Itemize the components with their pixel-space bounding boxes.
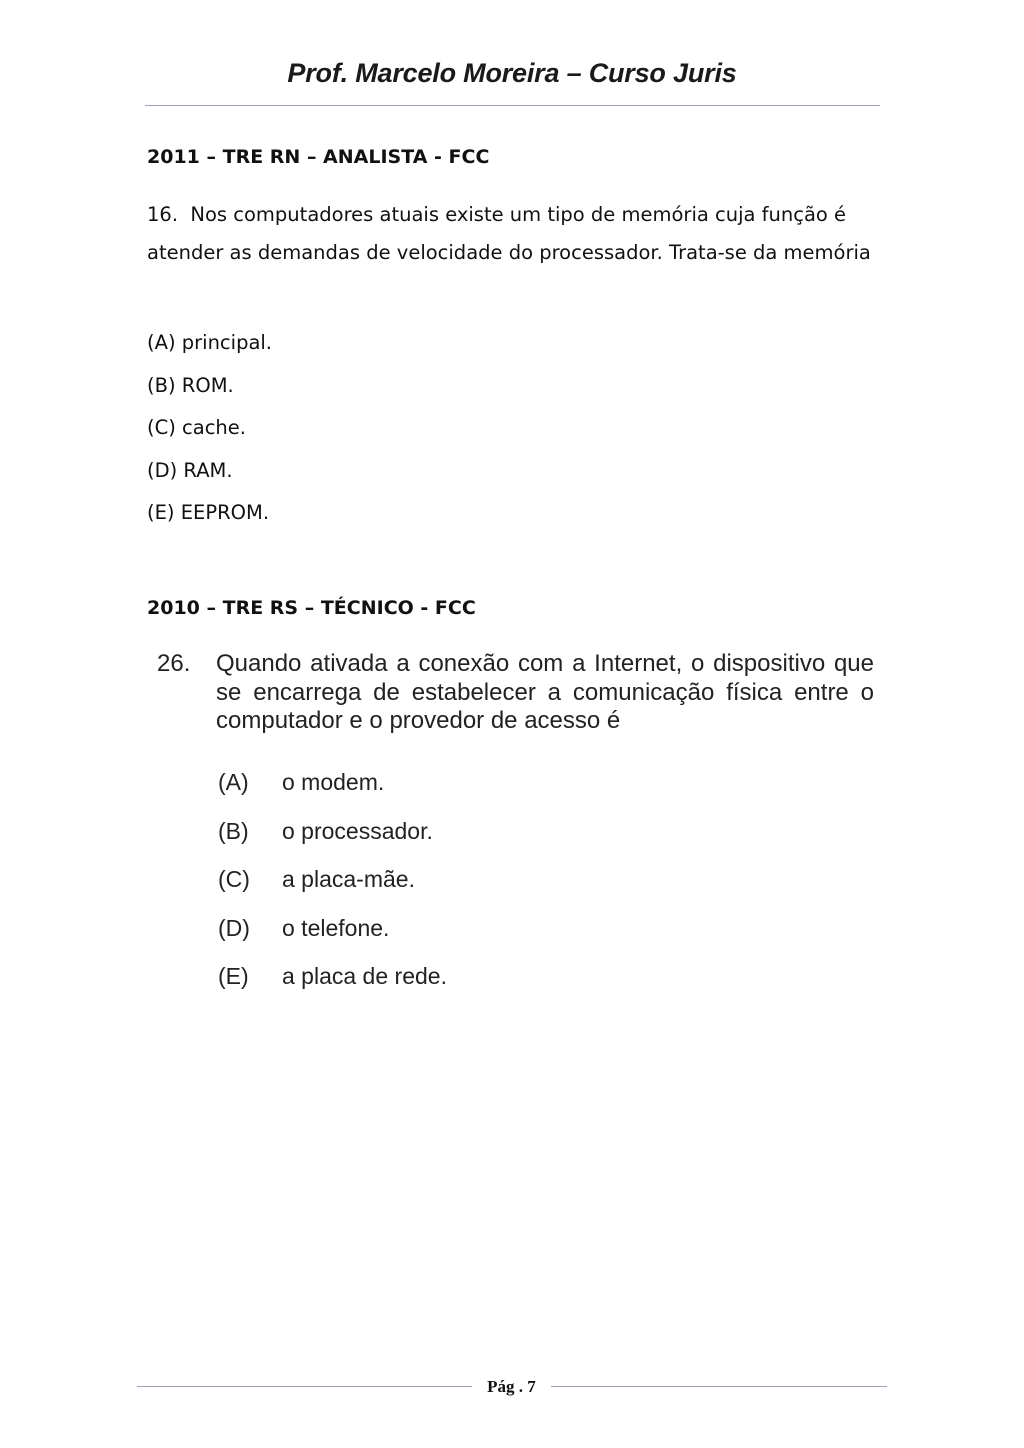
option-text: a placa-mãe. <box>282 866 415 892</box>
question-26-options <box>218 765 447 1008</box>
question-16-options <box>147 327 272 540</box>
option-letter: (C) <box>218 866 250 892</box>
section-2-heading: 2010 – TRE RS – TÉCNICO - FCC <box>147 597 476 619</box>
question-16-text: 16. Nos computadores atuais existe um tipo de memória cuja função é atender as demandas de velocidade do processador. Trata-se da memória <box>147 203 871 264</box>
page-header-title: Prof. Marcelo Moreira – Curso Juris <box>287 58 737 88</box>
section-1-heading: 2011 – TRE RN – ANALISTA - FCC <box>147 146 490 168</box>
footer-divider-right <box>551 1386 887 1387</box>
question-26-option-d <box>218 911 447 960</box>
option-text: o processador. <box>282 817 433 844</box>
question-16-option-c: (C) cache. <box>147 416 246 439</box>
option-text: a placa de rede. <box>282 963 447 989</box>
question-26-option-c <box>218 862 447 911</box>
question-26-option-b <box>218 814 447 863</box>
question-26-number: 26. <box>157 650 191 677</box>
option-letter: (A) <box>218 769 249 795</box>
footer-divider-left <box>137 1386 472 1387</box>
option-text: o telefone. <box>282 914 390 941</box>
question-16-option-a: (A) principal. <box>147 331 273 354</box>
page-number: Pág . 7 <box>487 1377 536 1396</box>
question-26-option-e <box>218 959 447 1008</box>
option-letter: (E) <box>218 963 249 989</box>
question-16-option-d: (D) RAM. <box>147 458 233 482</box>
question-16-option-b: (B) ROM. <box>147 373 234 397</box>
option-text: o modem. <box>282 769 385 795</box>
option-letter: (D) <box>218 914 250 941</box>
option-letter: (B) <box>218 817 249 844</box>
header-divider <box>145 105 880 106</box>
question-16-option-e: (E) EEPROM. <box>147 501 270 524</box>
question-26-option-a <box>218 765 447 814</box>
question-26-text: Quando ativada a conexão com a Internet, o dispositivo que se encarrega de estabelecer a comunicação física entre o computador e o provedor de acesso é <box>216 650 874 734</box>
